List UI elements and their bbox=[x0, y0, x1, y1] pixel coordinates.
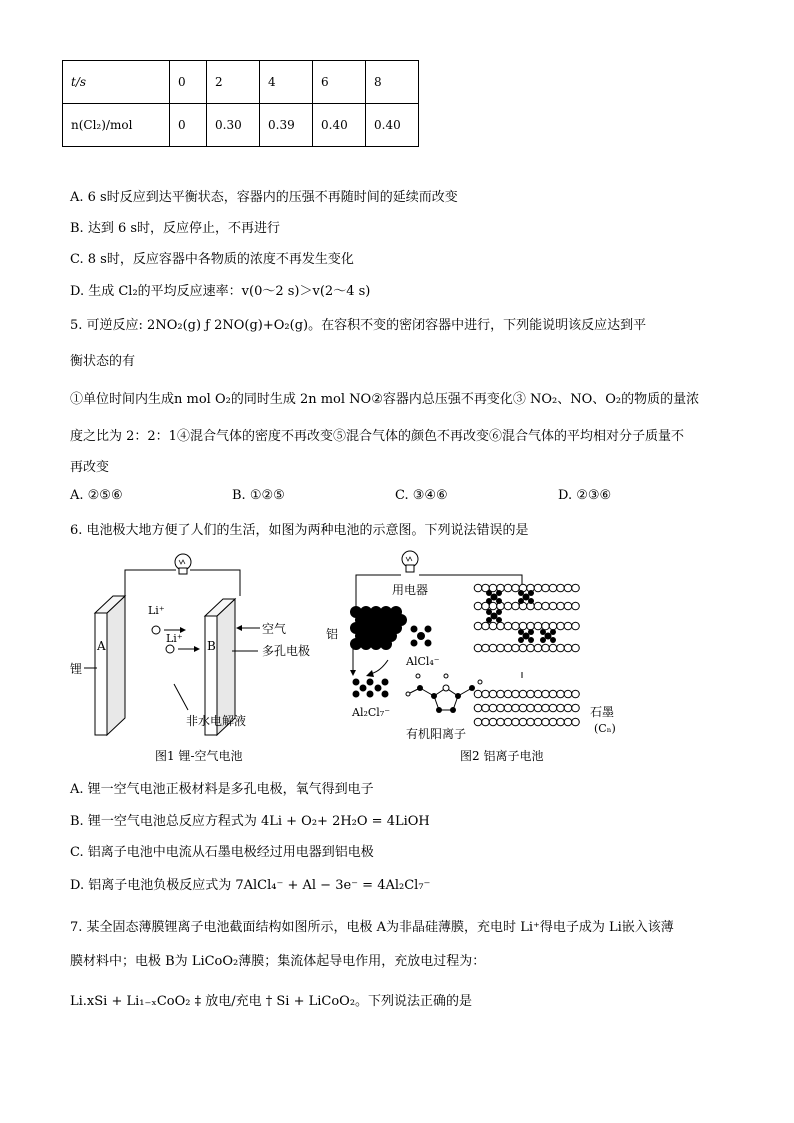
graphite-atom bbox=[482, 704, 490, 712]
graphite-atom bbox=[542, 718, 550, 726]
table-row bbox=[63, 61, 419, 104]
graphite-atom bbox=[519, 718, 527, 726]
graphite-atom bbox=[489, 644, 497, 652]
graphite-atom bbox=[572, 690, 580, 698]
table-cell: 0.30 bbox=[207, 104, 260, 147]
figure-2-caption: 图2 铝离子电池 bbox=[460, 749, 544, 763]
graphite-atom bbox=[534, 622, 542, 630]
graphite-atom bbox=[512, 690, 520, 698]
graphite-atom bbox=[542, 602, 550, 610]
aluminum-label: 铝 bbox=[326, 627, 339, 641]
intercalated-alcl4-atom bbox=[540, 629, 546, 635]
graphite-atom bbox=[534, 644, 542, 652]
graphite-atom bbox=[549, 718, 557, 726]
graphite-atom bbox=[534, 718, 542, 726]
organic-cation-molecule bbox=[406, 674, 482, 713]
q5-option-a: A. ②⑤⑥ bbox=[70, 488, 123, 503]
graphite-atom bbox=[497, 622, 505, 630]
organic-cation-label: 有机阳离子 bbox=[406, 727, 467, 741]
alcl4-molecule bbox=[411, 626, 432, 647]
graphite-atom bbox=[572, 602, 580, 610]
light-bulb-icon bbox=[175, 554, 191, 574]
graphite-atom bbox=[549, 602, 557, 610]
graphite-atom bbox=[549, 690, 557, 698]
graphite-atom bbox=[474, 644, 482, 652]
graphite-atom bbox=[482, 622, 490, 630]
graphite-atom bbox=[497, 718, 505, 726]
electrode-a bbox=[95, 596, 125, 735]
light-bulb-icon bbox=[402, 551, 418, 572]
table-cell: n(Cl₂)/mol bbox=[63, 104, 170, 147]
graphite-atom bbox=[497, 644, 505, 652]
intercalated-alcl4-atom bbox=[496, 590, 502, 596]
graphite-atom bbox=[572, 704, 580, 712]
table-cell: t/s bbox=[63, 61, 170, 104]
q6-option-d: D. 铝离子电池负极反应式为 7AlCl₄⁻ + Al − 3e⁻ = 4Al₂Cl₇⁻ bbox=[70, 878, 431, 893]
intercalated-alcl4-atom bbox=[496, 609, 502, 615]
q7-stem-line-2: 膜材料中；电极 B为 LiCoO₂薄膜；集流体起导电作用，充放电过程为： bbox=[70, 954, 486, 969]
graphite-atom bbox=[504, 690, 512, 698]
electrolyte-label: 非水电解液 bbox=[186, 714, 247, 728]
graphite-atom bbox=[489, 704, 497, 712]
alcl4-label: AlCl₄⁻ bbox=[406, 655, 440, 668]
graphite-atom bbox=[489, 690, 497, 698]
graphite-atom bbox=[549, 622, 557, 630]
al2cl7-label: Al₂Cl₇⁻ bbox=[352, 706, 391, 719]
graphite-atom bbox=[504, 602, 512, 610]
graphite-atom bbox=[527, 704, 535, 712]
q5-option-b: B. ①②⑤ bbox=[232, 488, 285, 503]
intercalated-alcl4-atom bbox=[528, 637, 534, 643]
electrode-a-label: A bbox=[97, 639, 106, 653]
intercalated-alcl4-atom bbox=[528, 629, 534, 635]
graphite-atom bbox=[534, 704, 542, 712]
intercalated-alcl4-atom bbox=[550, 637, 556, 643]
graphite-atom bbox=[572, 584, 580, 592]
graphite-atom bbox=[564, 602, 572, 610]
intercalated-alcl4-atom bbox=[518, 590, 524, 596]
graphite-atom bbox=[527, 690, 535, 698]
intercalated-alcl4-atom bbox=[496, 617, 502, 623]
intercalated-alcl4-atom bbox=[518, 629, 524, 635]
intercalated-alcl4-atom bbox=[540, 637, 546, 643]
graphite-atom bbox=[497, 704, 505, 712]
graphite-layers bbox=[474, 584, 579, 726]
appliance-label: 用电器 bbox=[392, 583, 429, 597]
graphite-atom bbox=[549, 584, 557, 592]
q7-stem-line-3: Li.xSi + Li₁₋ₓCoO₂ ‡ 放电/充电 † Si + LiCoO₂。下列说法正确的是 bbox=[70, 994, 473, 1009]
graphite-atom bbox=[474, 622, 482, 630]
graphite-atom bbox=[527, 644, 535, 652]
q5-stem-line-3: ①单位时间内生成n mol O₂的同时生成 2n mol NO②容器内总压强不再变化③ NO₂、NO、O₂的物质的量浓 bbox=[70, 392, 700, 407]
graphite-atom bbox=[482, 644, 490, 652]
graphite-atom bbox=[542, 690, 550, 698]
graphite-atom bbox=[564, 622, 572, 630]
graphite-atom bbox=[542, 644, 550, 652]
graphite-atom bbox=[534, 690, 542, 698]
graphite-atom bbox=[557, 644, 565, 652]
graphite-atom bbox=[527, 718, 535, 726]
graphite-atom bbox=[557, 622, 565, 630]
graphite-atom bbox=[557, 704, 565, 712]
al2cl7-molecule bbox=[353, 679, 389, 698]
data-table bbox=[62, 60, 419, 147]
graphite-atom bbox=[527, 622, 535, 630]
graphite-atom bbox=[504, 718, 512, 726]
graphite-atom bbox=[474, 718, 482, 726]
intercalated-alcl4-atom bbox=[486, 609, 492, 615]
graphite-atom bbox=[512, 622, 520, 630]
graphite-atom bbox=[557, 690, 565, 698]
graphite-atom bbox=[572, 644, 580, 652]
graphite-atom bbox=[504, 622, 512, 630]
q5-stem-line-1: 5. 可逆反应: 2NO₂(g) ƒ 2NO(g)+O₂(g)。在容积不变的密闭容器中进行，下列能说明该反应达到平 bbox=[70, 318, 647, 333]
graphite-atom bbox=[519, 622, 527, 630]
graphite-atom bbox=[542, 704, 550, 712]
graphite-atom bbox=[504, 704, 512, 712]
graphite-atom bbox=[557, 602, 565, 610]
graphite-atom bbox=[557, 584, 565, 592]
graphite-atom bbox=[474, 602, 482, 610]
graphite-atom bbox=[572, 718, 580, 726]
graphite-atom bbox=[497, 690, 505, 698]
graphite-atom bbox=[474, 584, 482, 592]
graphite-atom bbox=[504, 644, 512, 652]
table-cell: 4 bbox=[260, 61, 313, 104]
graphite-atom bbox=[512, 644, 520, 652]
graphite-atom bbox=[557, 718, 565, 726]
graphite-atom bbox=[474, 704, 482, 712]
graphite-formula-label: (Cₙ) bbox=[594, 722, 616, 735]
q6-option-c: C. 铝离子电池中电流从石墨电极经过用电器到铝电极 bbox=[70, 845, 374, 860]
intercalated-alcl4-atom bbox=[518, 637, 524, 643]
graphite-atom bbox=[512, 704, 520, 712]
graphite-atom bbox=[482, 690, 490, 698]
graphite-atom bbox=[572, 622, 580, 630]
q4-option-a: A. 6 s时反应到达平衡状态，容器内的压强不再随时间的延续而改变 bbox=[70, 190, 458, 205]
q5-option-d: D. ②③⑥ bbox=[558, 488, 612, 503]
table-cell: 0.40 bbox=[313, 104, 366, 147]
table-row bbox=[63, 104, 419, 147]
graphite-atom bbox=[564, 584, 572, 592]
graphite-atom bbox=[534, 584, 542, 592]
figure-1-caption: 图1 锂-空气电池 bbox=[155, 749, 243, 763]
graphite-atom bbox=[504, 584, 512, 592]
graphite-atom bbox=[549, 644, 557, 652]
figure-li-air-battery bbox=[70, 548, 311, 768]
li-ion-label-bottom: Li⁺ bbox=[166, 632, 183, 645]
q7-stem-line-1: 7. 某全固态薄膜锂离子电池截面结构如图所示，电极 A为非晶硅薄膜，充电时 Li⁺得电子成为 Li嵌入该薄 bbox=[70, 920, 674, 935]
porous-electrode-label: 多孔电极 bbox=[262, 644, 311, 658]
graphite-atom bbox=[564, 690, 572, 698]
graphite-atom bbox=[542, 622, 550, 630]
graphite-atom bbox=[512, 718, 520, 726]
graphite-label: 石墨 bbox=[590, 705, 615, 719]
q6-option-a: A. 锂一空气电池正极材料是多孔电极，氧气得到电子 bbox=[70, 782, 374, 797]
aluminum-electrode bbox=[350, 606, 407, 650]
graphite-atom bbox=[564, 704, 572, 712]
air-label: 空气 bbox=[262, 622, 287, 636]
graphite-atom bbox=[474, 690, 482, 698]
lithium-label: 锂 bbox=[70, 662, 83, 676]
q5-option-c: C. ③④⑥ bbox=[395, 488, 448, 503]
q5-stem-line-2: 衡状态的有 bbox=[70, 354, 136, 369]
q6-stem: 6. 电池极大地方便了人们的生活，如图为两种电池的示意图。下列说法错误的是 bbox=[70, 523, 529, 538]
intercalated-alcl4-atom bbox=[486, 598, 492, 604]
graphite-atom bbox=[512, 602, 520, 610]
q4-option-d: D. 生成 Cl₂的平均反应速率：v(0～2 s)＞v(2～4 s) bbox=[70, 284, 371, 299]
li-ion-label-top: Li⁺ bbox=[148, 604, 165, 617]
graphite-atom bbox=[489, 622, 497, 630]
electrode-b-label: B bbox=[207, 639, 216, 653]
intercalated-alcl4-atom bbox=[486, 590, 492, 596]
graphite-atom bbox=[564, 718, 572, 726]
intercalated-alcl4-atom bbox=[518, 598, 524, 604]
graphite-atom bbox=[534, 602, 542, 610]
table-cell: 6 bbox=[313, 61, 366, 104]
graphite-atom bbox=[512, 584, 520, 592]
aluminum-atom bbox=[380, 638, 392, 650]
q6-option-b: B. 锂一空气电池总反应方程式为 4Li + O₂+ 2H₂O = 4LiOH bbox=[70, 814, 430, 829]
graphite-atom bbox=[519, 644, 527, 652]
q4-option-b: B. 达到 6 s时，反应停止，不再进行 bbox=[70, 221, 281, 236]
table-cell: 0.39 bbox=[260, 104, 313, 147]
table-cell: 0.40 bbox=[366, 104, 419, 147]
table-cell: 0 bbox=[170, 104, 207, 147]
graphite-atom bbox=[519, 690, 527, 698]
table-cell: 0 bbox=[170, 61, 207, 104]
table-cell: 8 bbox=[366, 61, 419, 104]
graphite-atom bbox=[489, 718, 497, 726]
intercalated-alcl4-atom bbox=[528, 590, 534, 596]
intercalated-alcl4-atom bbox=[486, 617, 492, 623]
graphite-atom bbox=[482, 718, 490, 726]
figure-al-ion-battery bbox=[326, 548, 626, 768]
intercalated-alcl4-atom bbox=[496, 598, 502, 604]
graphite-atom bbox=[519, 704, 527, 712]
graphite-atom bbox=[564, 644, 572, 652]
intercalated-alcl4-atom bbox=[528, 598, 534, 604]
q5-stem-line-4: 度之比为 2：2：1④混合气体的密度不再改变⑤混合气体的颜色不再改变⑥混合气体的平均相对分子质量不 bbox=[70, 429, 684, 444]
graphite-atom bbox=[542, 584, 550, 592]
table-cell: 2 bbox=[207, 61, 260, 104]
q4-option-c: C. 8 s时，反应容器中各物质的浓度不再发生变化 bbox=[70, 252, 354, 267]
q5-stem-line-5: 再改变 bbox=[70, 460, 110, 475]
intercalated-alcl4-atom bbox=[550, 629, 556, 635]
graphite-atom bbox=[549, 704, 557, 712]
